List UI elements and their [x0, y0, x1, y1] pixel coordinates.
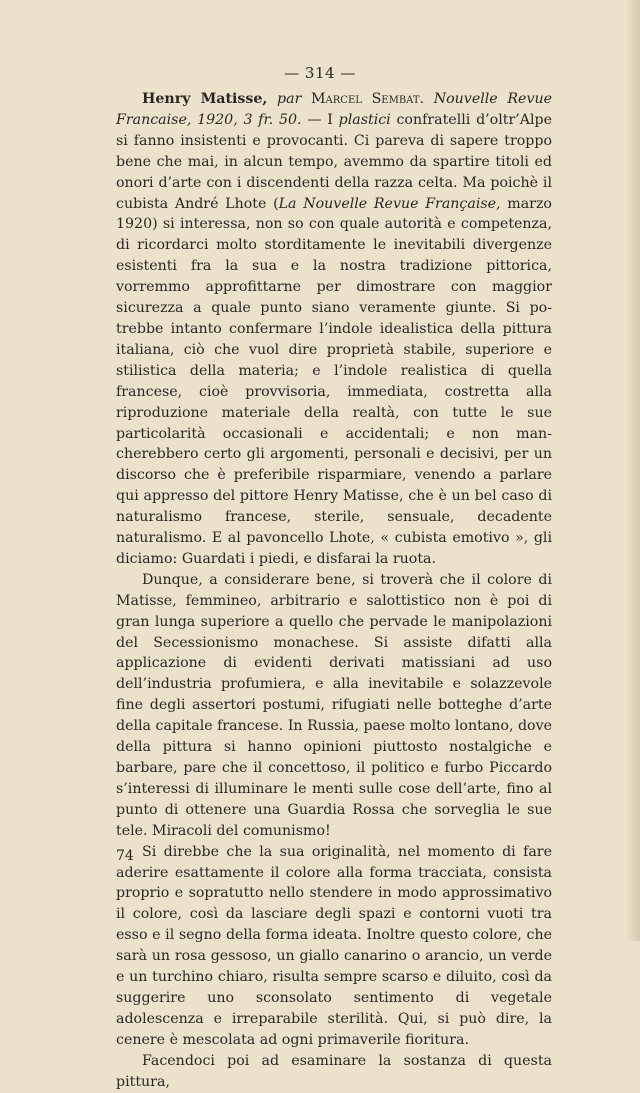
paragraph-1-journal: La Nouvelle Revue Française,: [278, 195, 501, 212]
review-plastici: plastici: [338, 111, 391, 128]
paragraph-3: Si direbbe che la sua originalità, nel momento di fare aderire esattamente il colore alla forma tracciata, consista proprio e sopratutto nello stendere in modo approssimativo il colore, così da lasciare degli spazi e contorni vuoti tra esso e il segno della forma ideata. Inoltre questo colore, che sarà un rosa gessoso, un giallo canarino o arancio, un verde e un turchino chiaro, risulta sempre scarso e diluito, così da suggerire uno sconsolato sentimento di vegetale adolescenza e irreparabile sterilità. Qui, si può dire, la cenere è mescolata ad ogni primaverile fioritura.: [116, 843, 552, 1048]
page-edge-shadow: [626, 0, 640, 941]
text-column: [116, 89, 552, 1093]
paragraph-2: Dunque, a considerare bene, si troverà che il colore di Matisse, femmineo, arbitrario e salottistico non è poi di gran lunga superiore a quello che pervade le manipolazioni del Secessionismo monachese. Si assiste difatti alla applicazione di evidenti derivati matissiani ad uso dell’industria profumiera, e alla inevitabile e solazzevole fine degli assertori postumi, rifugiati nelle botteghe d’arte della capitale francese. In Russia, paese molto lontano, dove della pittura si hanno opinioni piuttosto nostalgiche e barbare, pare che il concettoso, il politico e furbo Piccardo s’interessi di illuminare le menti sulle cose dell’arte, fino al punto di ottenere una Guardia Rossa che sorveglia le sue tele. Miracoli del comunismo!: [116, 571, 552, 839]
review-author: Henry Matisse,: [142, 91, 268, 107]
paragraph-1-rest: confratelli d’oltr’Alpe si fanno insistenti e provocanti. Ci pareva di sapere troppo bene che mai, in alcun tempo, avemmo da spartire titoli ed onori d’arte con i discendenti della razza celta. Ma poichè il cubista André Lhote (: [116, 111, 552, 212]
paragraph-4: Facendoci poi ad esaminare la sostanza di questa pittura,: [116, 1052, 552, 1090]
review-by: par: [277, 91, 302, 107]
folio-number: 74: [116, 848, 134, 864]
paragraph-1: [116, 89, 552, 570]
review-dash: — I: [301, 111, 339, 128]
page-number: — 314 —: [284, 64, 356, 82]
review-critic: Marcel Sembat.: [311, 91, 425, 107]
paragraph-1-end: marzo 1920) si interessa, non so con quale autorità e competenza, di ricordarci molto storditamente le inevitabili divergenze esistenti fra la sua e la nostra tradizione pittorica, vorremmo approfittarne per dimostrare con maggior sicurezza a quale punto siano veramente giunte. Si potrebbe intanto confermare l’indole idealistica della pittura italiana, ciò che vuol dire proprietà stabile, superiore e stilistica della materia; e l’indole realistica di quella francese, cioè provvisoria, immediata, costretta alla riproduzione materiale della realtà, con tutte le sue particolarità occasionali e accidentali; e non mancherebbero certo gli argomenti, personali e decisivi, per un discorso che è preferibile risparmiare, venendo a parlare qui appresso del pittore Henry Matisse, che è un bel caso di naturalismo francese, sterile, sensuale, decadente naturalismo. E al pavoncello Lhote, « cubista emotivo », gli diciamo: Guardati i piedi, e disfarai la ruota.: [116, 195, 552, 567]
review-journal: Nouvelle Revue Francaise, 1920, 3 fr. 50.: [116, 91, 552, 128]
